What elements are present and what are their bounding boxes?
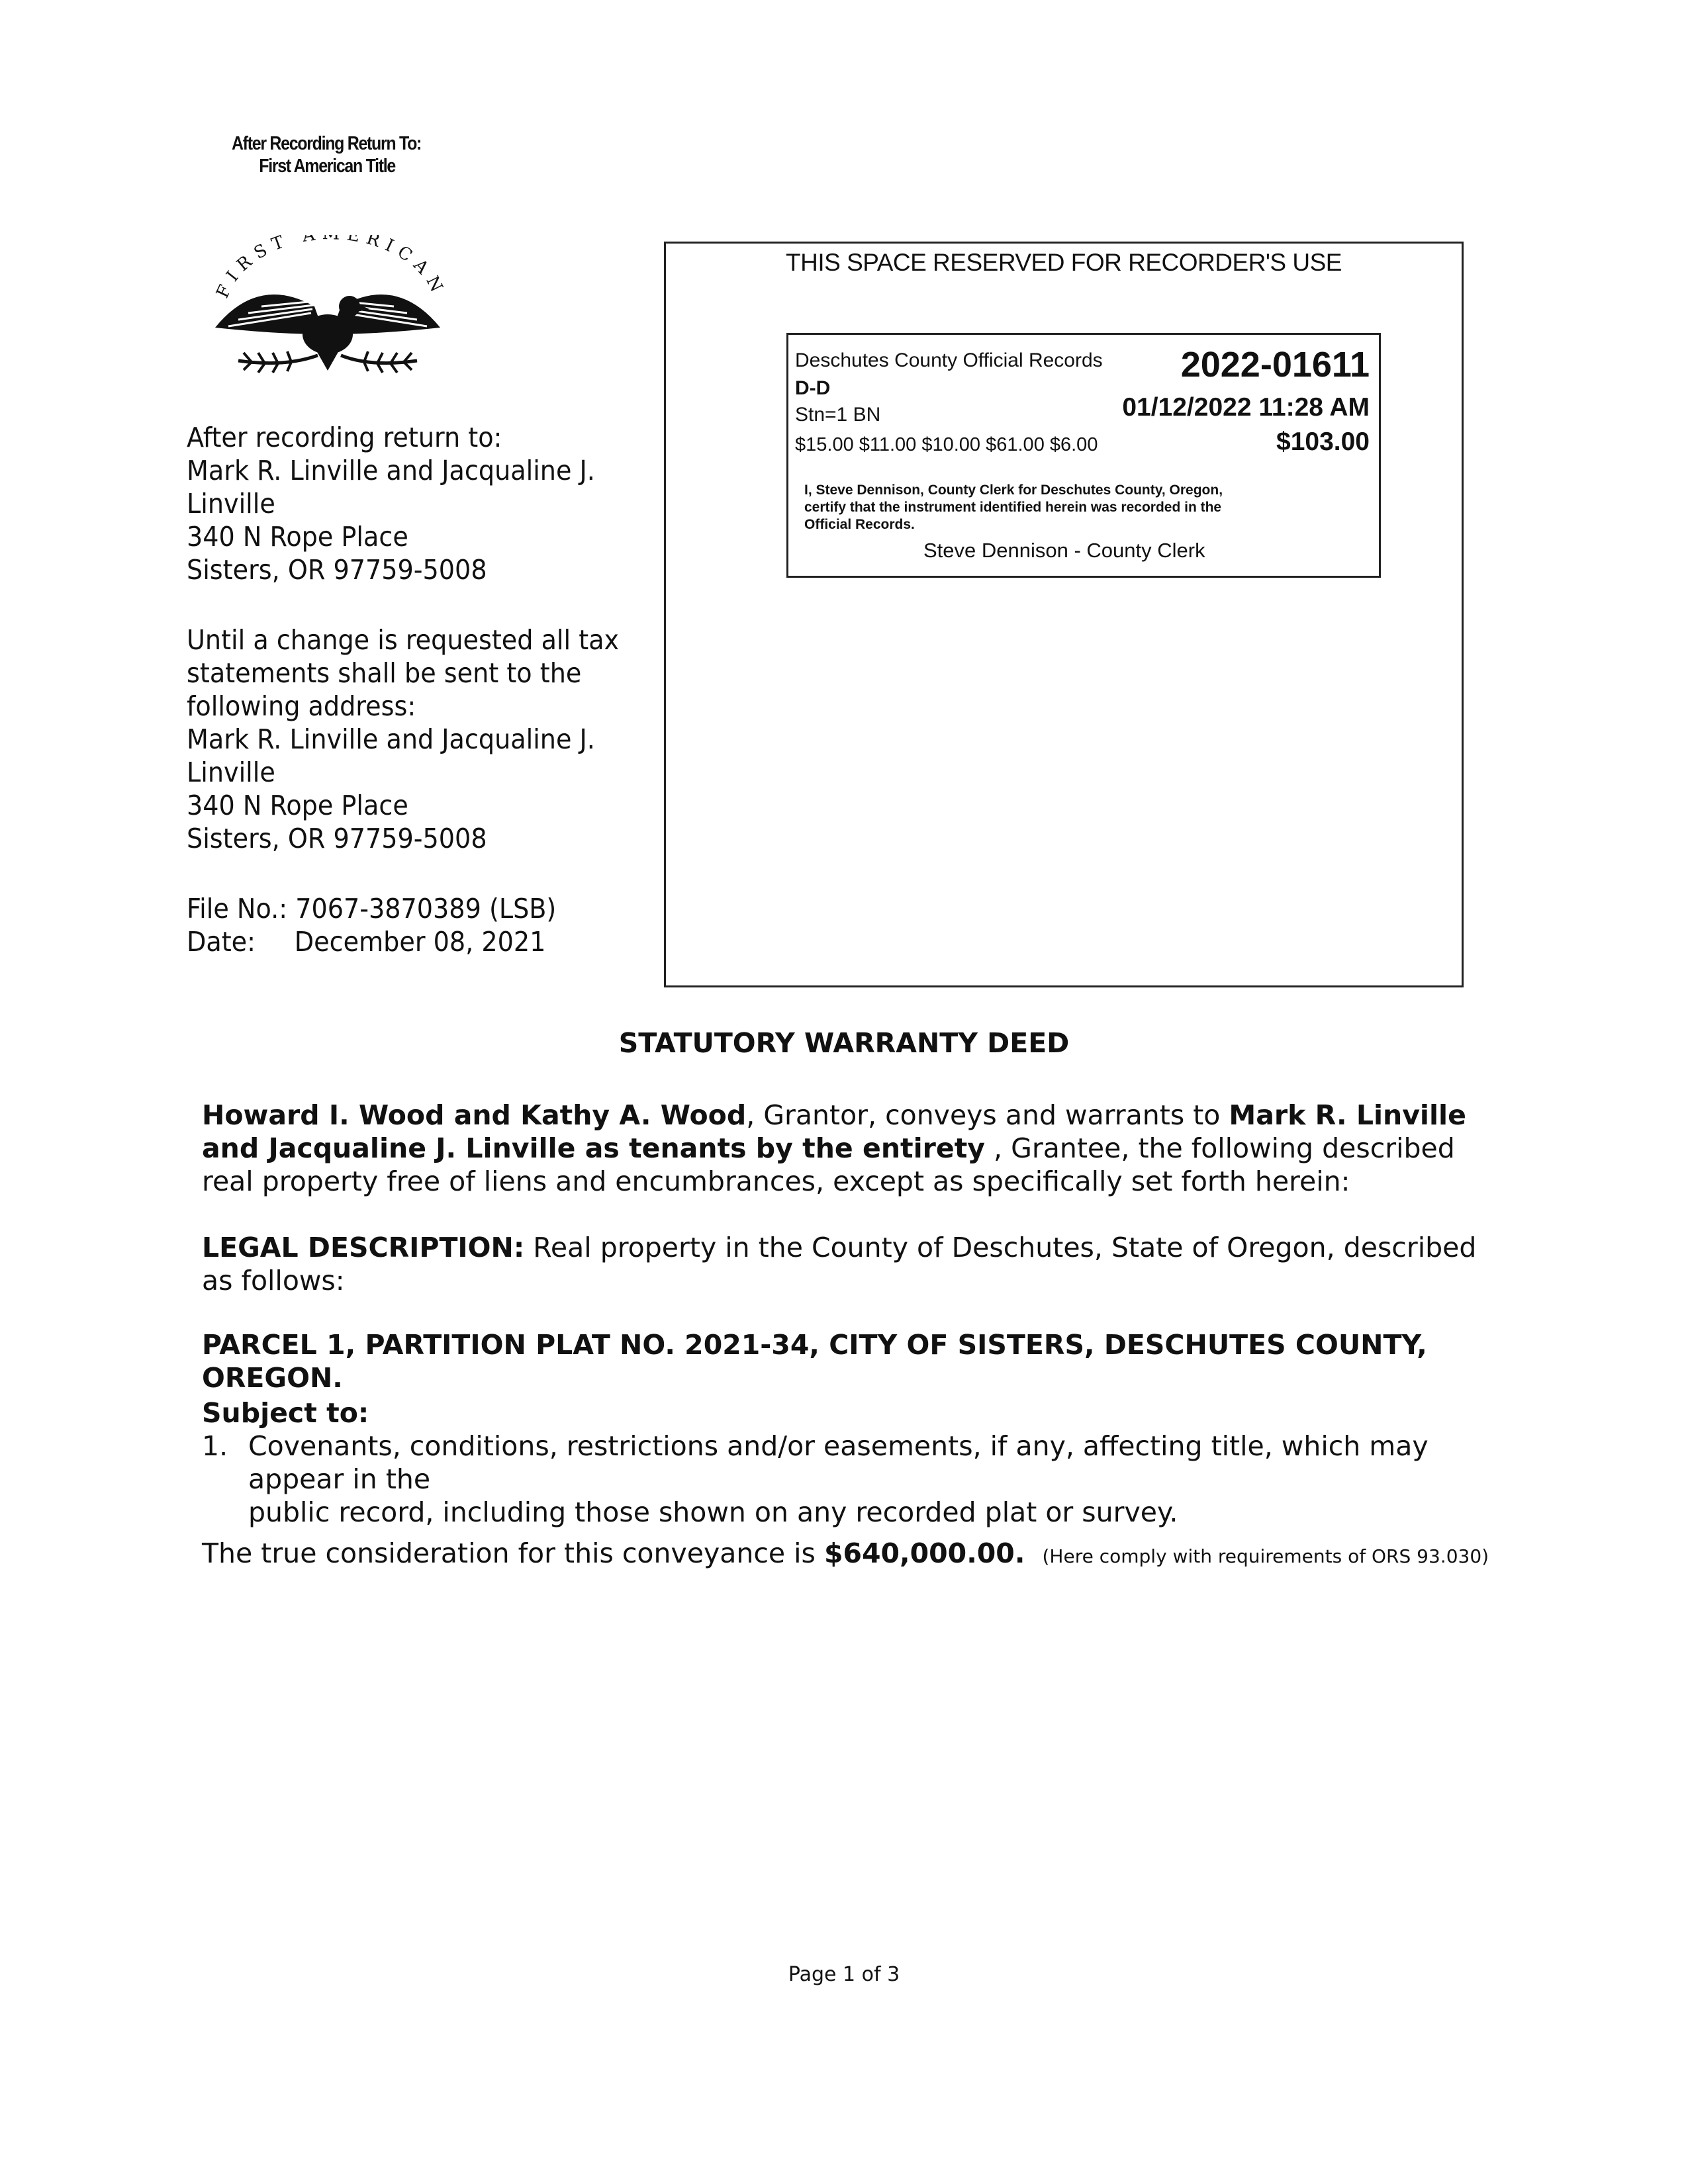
deed-title: STATUTORY WARRANTY DEED [618,1027,1070,1059]
legal-text: Real property in the County of Deschutes, State of Oregon, described as follows: [202,1232,1477,1297]
date-value: December 08, 2021 [294,926,546,958]
record-datetime: 01/12/2022 11:28 AM [1122,393,1370,422]
records-office: Deschutes County Official Records [795,349,1103,371]
recorder-header: THIS SPACE RESERVED FOR RECORDER'S USE [786,249,1342,276]
tax-city: Sisters, OR 97759-5008 [187,823,487,854]
item-line-2: public record, including those shown on any recorded plat or survey. [248,1496,1178,1528]
consideration-statement [202,1537,1499,1573]
cert-line-3: Official Records. [804,517,915,532]
logo-text: FIRST A ERICAN [212,235,449,302]
tax-name-1: Mark R. Linville and Jacqualine J. [187,723,595,755]
grantor-names: Howard I. Wood and Kathy A. Wood [202,1099,747,1131]
tax-statements-block [187,623,619,855]
return-to-stamp [232,132,421,177]
tax-line-1: Until a change is requested all tax [187,624,620,656]
subject-label: Subject to: [202,1397,369,1429]
cert-line-1: I, Steve Dennison, County Clerk for Deschutes County, Oregon, [804,482,1223,498]
file-value: 7067-3870389 (LSB) [295,893,557,925]
item-number: 1. [202,1430,228,1462]
tax-line-2: statements shall be sent to the [187,657,582,689]
return-name-2: Linville [187,488,275,520]
tax-name-2: Linville [187,756,275,788]
item-line-1: Covenants, conditions, restrictions and/or easements, if any, affecting title, which may appear in the [248,1430,1429,1495]
file-number-row [187,892,556,925]
clerk-name: Steve Dennison - County Clerk [923,539,1205,562]
file-label: File No.: [187,893,288,925]
return-city: Sisters, OR 97759-5008 [187,554,487,586]
return-street: 340 N Rope Place [187,521,408,553]
conveyance-text-1: , Grantor, conveys and warrants to [746,1099,1229,1131]
parcel-description: PARCEL 1, PARTITION PLAT NO. 2021-34, CITY OF SISTERS, DESCHUTES COUNTY, OREGON. [202,1329,1427,1394]
file-info-block [187,892,556,958]
legal-label: LEGAL DESCRIPTION: [202,1232,525,1263]
legal-description [202,1231,1499,1297]
conveyance-paragraph [202,1099,1499,1198]
document-number: 2022-01611 [1180,345,1370,385]
svg-text:FIRST AMERICAN [212,235,449,301]
first-american-logo [199,235,457,387]
document-type: D-D [795,377,831,399]
subject-item-1 [202,1430,1499,1529]
conveyance-text-2: , Grantee, the following described real property free of liens and encumbrances, except as specifically set forth herein: [202,1132,1455,1197]
return-to-block [187,421,595,586]
recording-stamp-box [786,333,1381,578]
grantee-names: Mark R. Linville and Jacqualine J. Linville as tenants by the entirety [202,1099,1466,1164]
cert-line-2: certify that the instrument identified herein was recorded in the [804,500,1222,515]
date-label: Date: [187,926,256,958]
tax-street: 340 N Rope Place [187,790,408,821]
stamp-line-1: After Recording Return To: [232,133,422,154]
clerk-certification [804,482,1223,533]
consideration-note: (Here comply with requirements of ORS 93.030) [1042,1545,1489,1567]
page-number: Page 1 of 3 [788,1963,900,1986]
return-heading: After recording return to: [187,422,502,453]
date-row [187,925,556,958]
eagle-icon [199,235,457,387]
station: Stn=1 BN [795,404,881,426]
subject-to-section [202,1396,1499,1529]
consideration-text: The true consideration for this conveyance is [202,1537,824,1569]
total-fee: $103.00 [1276,428,1370,456]
stamp-line-2: First American Title [259,156,395,177]
consideration-amount: $640,000.00. [823,1537,1025,1569]
return-name-1: Mark R. Linville and Jacqualine J. [187,455,595,486]
tax-line-3: following address: [187,690,416,722]
fees: $15.00 $11.00 $10.00 $61.00 $6.00 [795,434,1098,455]
